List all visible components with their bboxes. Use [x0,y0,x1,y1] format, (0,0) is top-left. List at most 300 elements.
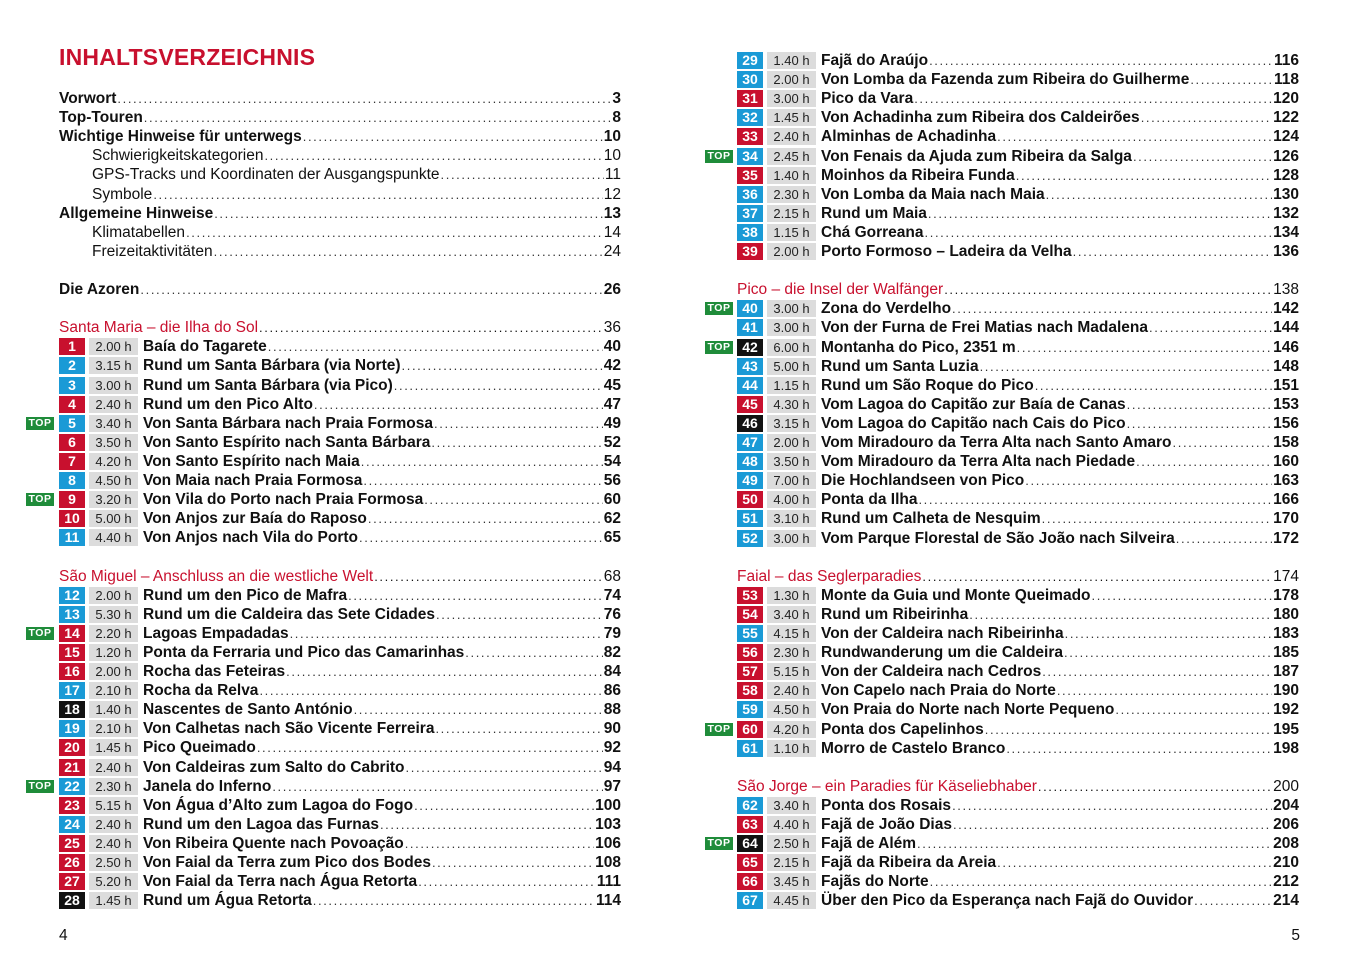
tour-number-badge: 6 [59,434,85,451]
tour-duration: 2.30 h [767,186,816,203]
toc-page-number: 10 [603,128,621,146]
leader-dots [1065,624,1273,643]
toc-page-number: 88 [603,701,621,719]
toc-page-number: 206 [1273,816,1299,833]
tour-number-badge: 27 [59,873,85,890]
leader-dots [414,796,594,815]
tour-duration: 3.40 h [767,797,816,814]
toc-entry-title: Pico da Vara [821,90,914,108]
tour-number-badge: 10 [59,510,85,527]
toc-entry-title: Rund um Santa Luzia [821,357,979,375]
toc-entry-title: Freizeitaktivitäten [92,242,213,260]
tour-number-badge: 3 [59,377,85,394]
toc-page-number: 12 [603,185,621,203]
toc-tour-entry [737,51,1299,70]
toc-entry-title: Rund um den Pico Alto [143,395,313,413]
toc-entry-title: Über den Pico da Esperança nach Fajã do Ouvidor [821,892,1194,910]
tour-duration: 2.00 h [89,338,138,355]
tour-number-badge: 5 [59,415,85,432]
toc-entry-title: Rund um Calheta de Nesquim [821,510,1041,528]
leader-dots [259,318,603,337]
leader-dots [435,719,602,738]
toc-tour-entry [59,395,621,414]
toc-page-number: 90 [603,720,621,738]
toc-page-number: 26 [603,281,621,298]
toc-tour-entry [737,853,1299,872]
toc-entry-title: Rund um São Roque do Pico [821,376,1034,394]
tour-number-badge: 58 [737,682,763,699]
toc-page-number: 42 [603,357,621,375]
leader-dots [952,299,1272,318]
toc-tour-entry [59,834,621,853]
leader-dots [431,433,602,452]
toc-entry-title: Moinhos da Ribeira Funda [821,166,1015,184]
leader-dots [1017,338,1272,357]
tour-number-badge: 15 [59,644,85,661]
leader-dots [1006,739,1272,758]
toc-tour-entry [737,108,1299,127]
tour-duration: 3.20 h [89,491,138,508]
toc-entry-title: Pico – die Insel der Walfänger [737,281,944,299]
leader-dots [259,681,602,700]
toc-tour-entry [59,337,621,356]
leader-dots [268,337,603,356]
leader-dots [380,815,594,834]
toc-entry-title: Von Caldeiras zum Salto do Cabrito [143,758,405,776]
toc-page-number: 60 [603,491,621,509]
toc-page-number: 92 [603,739,621,757]
leader-dots [918,490,1272,509]
leader-dots [1042,662,1272,681]
leader-dots [1194,891,1272,910]
toc-tour-entry [59,681,621,700]
tour-number-badge: 12 [59,587,85,604]
tour-duration: 1.45 h [767,109,816,126]
leader-dots [214,204,603,223]
toc-entry-title: Von Anjos nach Vila do Porto [143,529,359,547]
page-number-right: 5 [1291,927,1300,944]
toc-entry-title: Rund um Santa Bárbara (via Pico) [143,376,393,394]
tour-duration: 3.40 h [767,606,816,623]
tour-number-badge: 21 [59,759,85,776]
toc-page-number: 120 [1273,90,1299,108]
tour-number-badge: 25 [59,835,85,852]
tour-number-badge: 29 [737,52,763,69]
toc-tour-entry [59,605,621,624]
tour-duration: 2.15 h [767,854,816,871]
toc-page-number: 76 [603,605,621,623]
toc-page-number: 108 [595,854,621,871]
toc-entry-title: Von Capelo nach Praia do Norte [821,682,1056,700]
toc-page-number: 183 [1273,625,1299,642]
toc-tour-entry [737,624,1299,643]
toc-entry-title: Von Lomba da Maia nach Maia [821,185,1045,203]
toc-page-number: 116 [1273,52,1299,69]
tour-duration: 4.40 h [767,816,816,833]
leader-dots [406,758,603,777]
toc-tour-entry [59,376,621,395]
toc-tour-entry [737,185,1299,204]
tour-duration: 4.50 h [767,701,816,718]
toc-entry-title: Von Vila do Porto nach Praia Formosa [143,491,424,509]
toc-tour-entry [737,586,1299,605]
toc-tour-entry [737,662,1299,681]
toc-entry-title: Janela do Inferno [143,777,272,795]
toc-page-number: 192 [1273,701,1299,719]
toc-tour-entry [59,433,621,452]
tour-number-badge: 20 [59,739,85,756]
toc-entry-title: Rund um Ribeirinha [821,605,969,623]
tour-number-badge: 43 [737,358,763,375]
leader-dots [1173,433,1273,452]
toc-tour-entry [737,70,1299,89]
tour-number-badge: 39 [737,243,763,260]
leader-dots [214,242,603,261]
toc-page-number: 124 [1273,128,1299,146]
toc-page-number: 151 [1273,376,1299,394]
toc-page-number: 138 [1273,281,1299,299]
leader-dots [402,356,603,375]
toc-page-number: 8 [612,109,621,127]
toc-tour-entry [737,529,1299,548]
tour-number-badge: 45 [737,396,763,413]
tour-number-badge: 33 [737,128,763,145]
toc-page-number: 86 [603,682,621,700]
tour-number-badge: 46 [737,415,763,432]
toc-entry-title: Von Santo Espírito nach Santa Bárbara [143,433,431,451]
tour-duration: 2.00 h [767,243,816,260]
tour-number-badge: 63 [737,816,763,833]
toc-page-number: 134 [1273,223,1299,241]
toc-page-number: 11 [604,166,621,184]
leader-dots [368,509,603,528]
tour-duration: 3.15 h [89,357,138,374]
toc-entry-title: Rund um die Caldeira das Sete Cidades [143,605,435,623]
tour-number-badge: 60 [737,721,763,738]
tour-duration: 2.20 h [89,625,138,642]
leader-dots [441,165,604,184]
leader-dots [1115,700,1272,719]
tour-duration: 2.40 h [89,816,138,833]
tour-number-badge: 51 [737,510,763,527]
toc-page-number: 200 [1273,777,1299,795]
tour-duration: 5.00 h [767,358,816,375]
leader-dots [424,490,603,509]
toc-tour-entry [737,720,1299,739]
tour-duration: 2.30 h [767,644,816,661]
toc-entry-title: Vom Lagoa do Capitão zur Baía de Canas [821,395,1126,413]
toc-page-number: 174 [1273,567,1299,585]
tour-number-badge: 32 [737,109,763,126]
toc-page-number: 47 [603,395,621,413]
tour-duration: 2.10 h [89,682,138,699]
tour-number-badge: 49 [737,472,763,489]
tour-duration: 4.40 h [89,529,138,546]
toc-entry [92,223,621,242]
top-tour-badge: TOP [705,150,733,163]
tour-duration: 5.30 h [89,606,138,623]
leader-dots [952,796,1272,815]
toc-page-number: 180 [1273,605,1299,623]
tour-number-badge: 44 [737,377,763,394]
toc-page-number: 212 [1273,873,1299,891]
leader-dots [917,834,1272,853]
leader-dots [303,127,603,146]
leader-dots [363,471,602,490]
leader-dots [1092,586,1273,605]
tour-duration: 2.15 h [767,205,816,222]
toc-page-number: 136 [1273,243,1299,260]
tour-number-badge: 41 [737,319,763,336]
tour-duration: 5.00 h [89,510,138,527]
leader-dots [928,204,1272,223]
toc-tour-entry [737,891,1299,910]
leader-dots [465,643,602,662]
leader-dots [1127,395,1273,414]
tour-duration: 3.40 h [89,415,138,432]
toc-page-number: 94 [603,758,621,776]
toc-entry-title: Zona do Verdelho [821,300,952,318]
tour-number-badge: 66 [737,873,763,890]
top-tour-badge: TOP [26,417,54,430]
toc-page-number: 132 [1273,204,1299,222]
toc-entry-title: Ponta dos Rosais [821,796,952,814]
toc-page-number: 97 [603,777,621,795]
tour-number-badge: 47 [737,434,763,451]
toc-page-number: 106 [595,834,621,852]
toc-page-number: 10 [603,147,621,165]
toc-tour-entry [737,796,1299,815]
toc-page-number: 45 [603,376,621,394]
leader-dots [1073,242,1272,261]
tour-duration: 1.15 h [767,377,816,394]
toc-entry-title: Alminhas de Achadinha [821,128,997,146]
toc-page-number: 62 [603,510,621,528]
toc-tour-entry [59,528,621,547]
toc-entry-title: Rund um Maia [821,204,927,222]
toc-entry-title: Fajã do Araújo [821,52,929,69]
toc-tour-entry [737,452,1299,471]
toc-tour-entry [59,891,621,910]
toc-tour-entry [59,738,621,757]
tour-duration: 1.20 h [89,644,138,661]
toc-tour-entry [737,815,1299,834]
tour-duration: 6.00 h [767,339,816,356]
toc-tour-entry [59,643,621,662]
toc-entry [92,146,621,165]
leader-dots [1190,70,1273,89]
toc-entry-title: Rund um Água Retorta [143,892,312,910]
leader-dots [140,280,602,299]
toc-entry-title: Vom Miradouro da Terra Alta nach Santo Amaro [821,434,1172,451]
tour-duration: 7.00 h [767,472,816,489]
tour-number-badge: 57 [737,663,763,680]
toc-tour-entry [737,681,1299,700]
tour-number-badge: 36 [737,186,763,203]
toc-entry-title: Top-Touren [59,109,143,127]
toc-tour-entry [59,509,621,528]
tour-duration: 2.10 h [89,720,138,737]
toc-page-number: 13 [603,204,621,222]
tour-duration: 1.15 h [767,224,816,241]
toc-page-number: 118 [1273,71,1299,89]
top-tour-badge: TOP [26,627,54,640]
toc-entry-title: Von Ribeira Quente nach Povoação [143,834,404,852]
tour-number-badge: 35 [737,167,763,184]
tour-duration: 2.40 h [89,396,138,413]
toc-entry [59,108,621,127]
leader-dots [264,146,602,165]
toc-page-number: 146 [1273,338,1299,356]
tour-number-badge: 28 [59,892,85,909]
toc-page-number: 178 [1273,586,1299,604]
toc-entry-title: Von der Caldeira nach Ribeirinha [821,625,1064,642]
toc-tour-entry [737,700,1299,719]
toc-page-number: 65 [603,529,621,547]
toc-entry [59,204,621,223]
toc-tour-entry [737,223,1299,242]
toc-tour-entry [59,872,621,891]
toc-entry-title: Von Santa Bárbara nach Praia Formosa [143,414,434,432]
toc-tour-entry [59,490,621,509]
leader-dots [1038,777,1272,796]
tour-duration: 3.00 h [89,377,138,394]
toc-tour-entry [737,242,1299,261]
toc-tour-entry [59,796,621,815]
toc-page-number: 79 [603,624,621,642]
tour-duration: 5.15 h [89,797,138,814]
toc-entry-title: Von Lomba da Fazenda zum Ribeira do Guilherme [821,71,1190,89]
tour-number-badge: 54 [737,606,763,623]
leader-dots [117,89,611,108]
toc-entry-title: Santa Maria – die Ilha do Sol [59,319,259,337]
toc-page-number: 54 [603,452,621,470]
toc-entry-title: São Miguel – Anschluss an die westliche Welt [59,567,374,585]
leader-dots [290,624,603,643]
toc-tour-entry [737,318,1299,337]
toc-entry-title: Von Faial da Terra nach Água Retorta [143,873,418,891]
toc-entry-title: Schwierigkeitskategorien [92,147,264,165]
leader-dots [144,108,612,127]
tour-number-badge: 24 [59,816,85,833]
toc-entry [59,89,621,108]
leader-dots [436,605,603,624]
tour-duration: 1.30 h [767,587,816,604]
tour-number-badge: 40 [737,300,763,317]
top-tour-badge: TOP [705,837,733,850]
toc-entry-title: GPS-Tracks und Koordinaten der Ausgangspunkte [92,166,440,184]
toc-entry-title: Vom Lagoa do Capitão nach Cais do Pico [821,414,1126,432]
toc-tour-entry [737,471,1299,490]
leader-dots [930,872,1272,891]
tour-duration: 3.50 h [89,434,138,451]
leader-dots [969,605,1272,624]
leader-dots [434,414,603,433]
tour-duration: 5.15 h [767,663,816,680]
leader-dots [1133,147,1272,166]
toc-tour-entry [737,147,1299,166]
toc-page-number: 128 [1273,166,1299,184]
toc-page-number: 40 [603,338,621,356]
toc-entry-title: Vom Parque Florestal de São João nach Silveira [821,529,1175,547]
leader-dots [313,891,595,910]
tour-number-badge: 26 [59,854,85,871]
tour-duration: 1.40 h [89,701,138,718]
toc-entry [59,280,621,299]
toc-entry-title: Rund um Santa Bárbara (via Norte) [143,357,401,375]
tour-number-badge: 8 [59,472,85,489]
toc-entry-title: Von Santo Espírito nach Maia [143,452,360,470]
tour-number-badge: 59 [737,701,763,718]
toc-page-number: 130 [1273,185,1299,203]
toc-entry-title: Klimatabellen [92,223,186,241]
toc-page-number: 204 [1273,796,1299,814]
tour-duration: 1.45 h [89,892,138,909]
tour-duration: 1.40 h [767,52,816,69]
toc-page-number: 24 [603,242,621,260]
tour-number-badge: 38 [737,224,763,241]
tour-number-badge: 18 [59,701,85,718]
leader-dots [354,700,603,719]
tour-duration: 3.50 h [767,453,816,470]
leader-dots [1141,108,1272,127]
leader-dots [980,357,1273,376]
toc-tour-entry [59,815,621,834]
top-tour-badge: TOP [705,302,733,315]
toc-tour-entry [737,872,1299,891]
tour-duration: 3.00 h [767,319,816,336]
toc-entry-title: Von Praia do Norte nach Norte Pequeno [821,701,1115,719]
tour-number-badge: 1 [59,338,85,355]
leader-dots [186,223,603,242]
toc-section-heading [737,777,1299,796]
toc-page-number: 3 [612,90,621,107]
toc-section-heading [59,318,621,337]
toc-section-heading [737,567,1299,586]
leader-dots [1127,414,1273,433]
toc-entry-title: Ponta dos Capelinhos [821,720,984,738]
toc-tour-entry [59,700,621,719]
toc-tour-entry [59,356,621,375]
toc-tour-entry [737,299,1299,318]
toc-page-number: 187 [1273,663,1299,681]
toc-entry-title: Baía do Tagarete [143,338,267,356]
leader-dots [286,662,603,681]
toc-tour-entry [737,166,1299,185]
toc-page-number: 172 [1273,529,1299,547]
leader-dots [257,738,603,757]
toc-tour-entry [737,490,1299,509]
toc-page-number: 84 [603,663,621,680]
toc-entry-title: Vorwort [59,90,117,107]
toc-tour-entry [737,643,1299,662]
toc-entry-title: Nascentes de Santo António [143,701,353,719]
tour-duration: 2.00 h [767,434,816,451]
toc-entry-title: Lagoas Empadadas [143,624,289,642]
tour-duration: 3.00 h [767,90,816,107]
top-tour-badge: TOP [705,341,733,354]
toc-entry-title: Von Achadinha zum Ribeira dos Caldeirões [821,109,1140,127]
leader-dots [1057,681,1272,700]
toc-page-number: 111 [596,873,621,891]
tour-duration: 2.40 h [767,682,816,699]
tour-number-badge: 19 [59,720,85,737]
tour-number-badge: 61 [737,740,763,757]
leader-dots [361,452,603,471]
toc-page-number: 52 [603,433,621,451]
toc-entry-title: Fajãs do Norte [821,873,929,891]
toc-tour-entry [737,433,1299,452]
